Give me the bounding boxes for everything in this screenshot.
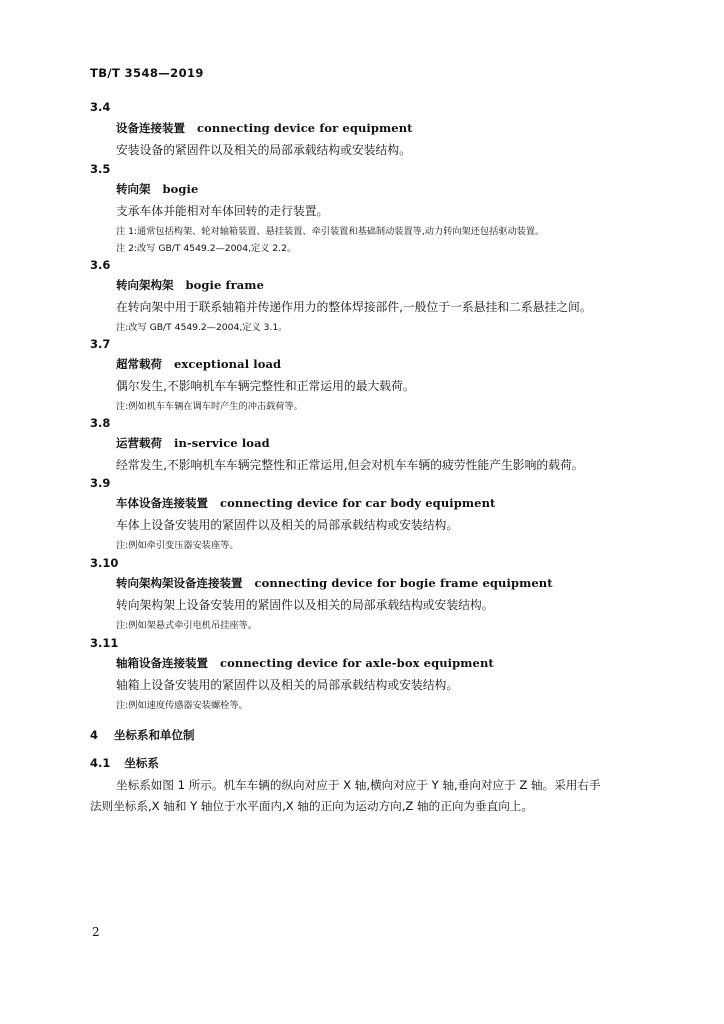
entry-number: 3.8 [90, 416, 111, 430]
entry-number: 3.11 [90, 636, 119, 650]
section-number: 4.1 [90, 756, 111, 770]
term-chinese: 转向架构架设备连接装置 [116, 576, 243, 590]
term-english: connecting device for car body equipment [220, 496, 496, 510]
term-chinese: 转向架构架 [116, 278, 174, 292]
entry-number: 3.6 [90, 258, 111, 272]
term-chinese: 转向架 [116, 182, 151, 196]
entry-note: 注:例如牵引变压器安装座等。 [116, 540, 239, 551]
term-english: bogie [162, 182, 199, 196]
term-chinese: 超常载荷 [116, 357, 162, 371]
entry-note: 注:例如速度传感器安装螺栓等。 [116, 700, 248, 711]
entry-note: 注:改写 GB/T 4549.2—2004,定义 3.1。 [116, 322, 288, 333]
entry-note: 注:例如架悬式牵引电机吊挂座等。 [116, 620, 257, 631]
standard-code-header: TB/T 3548—2019 [90, 66, 204, 80]
entry-number: 3.5 [90, 162, 111, 176]
term-chinese: 设备连接装置 [116, 121, 185, 135]
entry-definition: 转向架构架上设备安装用的紧固件以及相关的局部承载结构或安装结构。 [116, 598, 494, 612]
paragraph-line: 法则坐标系,X 轴和 Y 轴位于水平面内,X 轴的正向为运动方向,Z 轴的正向为垂直向上。 [90, 799, 533, 813]
entry-note: 注:例如机车车辆在调车时产生的冲击载荷等。 [116, 401, 303, 412]
entry-term [116, 181, 198, 197]
entry-number: 3.4 [90, 100, 111, 114]
entry-term [116, 356, 281, 372]
section-heading-4 [90, 727, 195, 743]
term-english: exceptional load [174, 357, 282, 371]
page-number: 2 [92, 925, 100, 939]
term-chinese: 车体设备连接装置 [116, 496, 208, 510]
term-english: in-service load [174, 436, 270, 450]
term-english: bogie frame [185, 278, 264, 292]
entry-term [116, 575, 553, 591]
section-heading-4-1 [90, 755, 159, 771]
entry-definition: 安装设备的紧固件以及相关的局部承载结构或安装结构。 [116, 143, 411, 157]
entry-term [116, 277, 264, 293]
term-english: connecting device for equipment [197, 121, 413, 135]
term-chinese: 轴箱设备连接装置 [116, 656, 208, 670]
entry-note: 注 2:改写 GB/T 4549.2—2004,定义 2.2。 [116, 243, 297, 254]
paragraph-line: 坐标系如图 1 所示。机车车辆的纵向对应于 X 轴,横向对应于 Y 轴,垂向对应于 Z 轴。采用右手 [116, 778, 601, 792]
term-chinese: 运营载荷 [116, 436, 162, 450]
entry-term [116, 495, 495, 511]
entry-note: 注 1:通常包括构架、轮对轴箱装置、悬挂装置、牵引装置和基础制动装置等,动力转向架还包括驱动装置。 [116, 226, 545, 237]
entry-definition: 轴箱上设备安装用的紧固件以及相关的局部承载结构或安装结构。 [116, 678, 459, 692]
entry-term [116, 435, 270, 451]
entry-definition: 经常发生,不影响机车车辆完整性和正常运用,但会对机车车辆的疲劳性能产生影响的载荷。 [116, 458, 584, 472]
entry-number: 3.10 [90, 556, 119, 570]
entry-term [116, 655, 494, 671]
term-english: connecting device for bogie frame equipment [254, 576, 553, 590]
entry-number: 3.7 [90, 337, 111, 351]
entry-definition: 偶尔发生,不影响机车车辆完整性和正常运用的最大载荷。 [116, 379, 415, 393]
entry-number: 3.9 [90, 476, 111, 490]
section-title: 坐标系和单位制 [114, 728, 195, 742]
entry-definition: 支承车体并能相对车体回转的走行装置。 [116, 204, 329, 218]
entry-definition: 在转向架中用于联系轴箱并传递作用力的整体焊接部件,一般位于一系悬挂和二系悬挂之间。 [116, 300, 592, 314]
section-number: 4 [90, 728, 99, 742]
section-title: 坐标系 [124, 756, 159, 770]
entry-term [116, 120, 413, 136]
entry-definition: 车体上设备安装用的紧固件以及相关的局部承载结构或安装结构。 [116, 518, 459, 532]
term-english: connecting device for axle-box equipment [220, 656, 494, 670]
